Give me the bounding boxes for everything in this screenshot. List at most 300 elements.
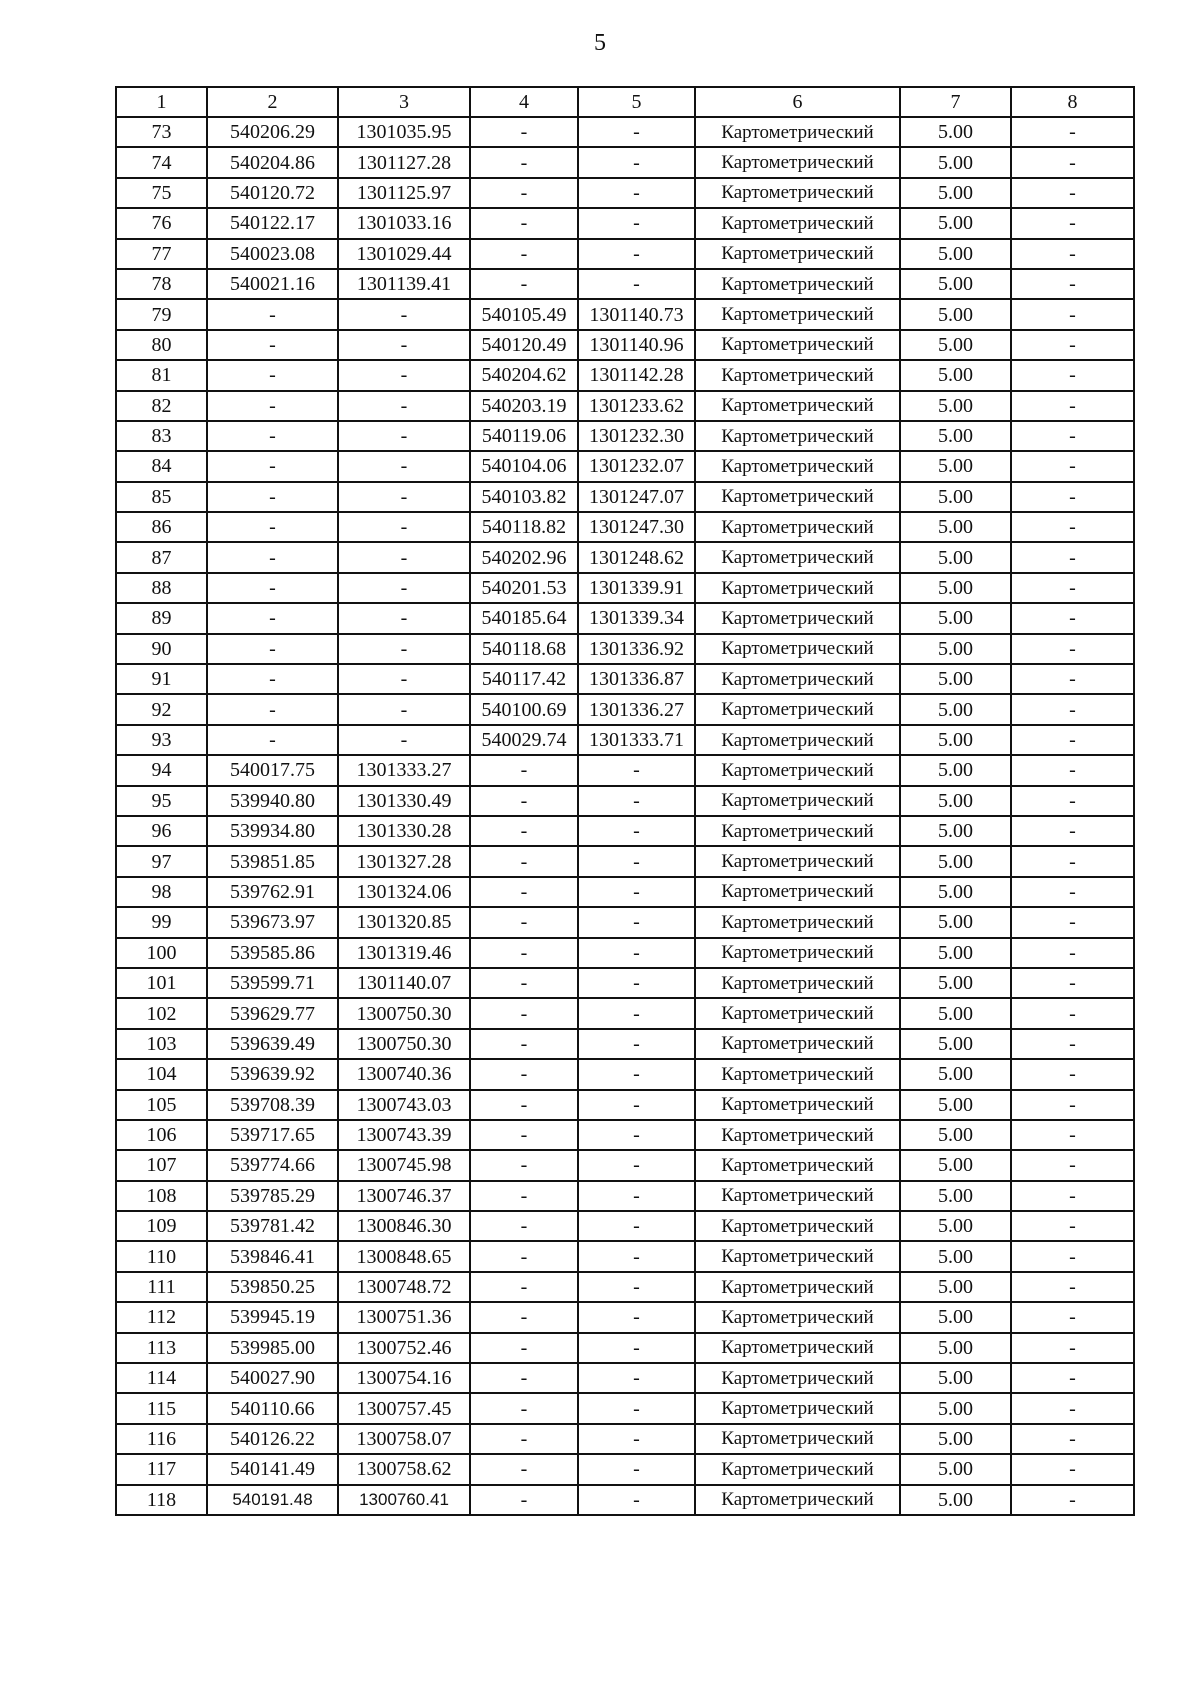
note-cell: -: [1011, 786, 1134, 816]
x-coordinate-cell: -: [207, 664, 338, 694]
note-cell: -: [1011, 1333, 1134, 1363]
y-coordinate-cell: 1301033.16: [338, 208, 470, 238]
note-cell: -: [1011, 573, 1134, 603]
method-cell: Картометрический: [695, 1302, 900, 1332]
note-cell: -: [1011, 239, 1134, 269]
y-coordinate-cell: -: [338, 360, 470, 390]
note-cell: -: [1011, 1302, 1134, 1332]
x-coordinate-cell: -: [207, 542, 338, 572]
note-cell: -: [1011, 542, 1134, 572]
table-row: [116, 117, 1134, 147]
y-coordinate-cell: -: [338, 482, 470, 512]
note-cell: -: [1011, 208, 1134, 238]
y-coordinate-cell: 1300746.37: [338, 1181, 470, 1211]
accuracy-cell: 5.00: [900, 542, 1011, 572]
point-number-cell: 75: [116, 178, 207, 208]
point-number-cell: 111: [116, 1272, 207, 1302]
y-coordinate-new-cell: 1301232.30: [578, 421, 695, 451]
x-coordinate-new-cell: -: [470, 846, 578, 876]
accuracy-cell: 5.00: [900, 1272, 1011, 1302]
note-cell: -: [1011, 1211, 1134, 1241]
method-cell: Картометрический: [695, 1150, 900, 1180]
method-cell: Картометрический: [695, 1211, 900, 1241]
note-cell: -: [1011, 1424, 1134, 1454]
table-row: [116, 1181, 1134, 1211]
accuracy-cell: 5.00: [900, 1363, 1011, 1393]
accuracy-cell: 5.00: [900, 421, 1011, 451]
method-cell: Картометрический: [695, 421, 900, 451]
accuracy-cell: 5.00: [900, 816, 1011, 846]
accuracy-cell: 5.00: [900, 968, 1011, 998]
column-header: 2: [207, 87, 338, 117]
accuracy-cell: 5.00: [900, 1302, 1011, 1332]
note-cell: -: [1011, 968, 1134, 998]
method-cell: Картометрический: [695, 360, 900, 390]
x-coordinate-new-cell: -: [470, 1454, 578, 1484]
point-number-cell: 77: [116, 239, 207, 269]
accuracy-cell: 5.00: [900, 725, 1011, 755]
y-coordinate-new-cell: -: [578, 755, 695, 785]
table-row: [116, 1454, 1134, 1484]
x-coordinate-cell: 539585.86: [207, 938, 338, 968]
y-coordinate-cell: -: [338, 664, 470, 694]
y-coordinate-new-cell: 1301247.07: [578, 482, 695, 512]
x-coordinate-new-cell: -: [470, 239, 578, 269]
x-coordinate-new-cell: -: [470, 968, 578, 998]
x-coordinate-cell: 540023.08: [207, 239, 338, 269]
method-cell: Картометрический: [695, 1333, 900, 1363]
table-row: [116, 998, 1134, 1028]
table-row: [116, 1029, 1134, 1059]
point-number-cell: 117: [116, 1454, 207, 1484]
accuracy-cell: 5.00: [900, 299, 1011, 329]
y-coordinate-new-cell: -: [578, 1485, 695, 1515]
note-cell: -: [1011, 1241, 1134, 1271]
x-coordinate-cell: -: [207, 634, 338, 664]
x-coordinate-new-cell: 540204.62: [470, 360, 578, 390]
table-row: [116, 1363, 1134, 1393]
note-cell: -: [1011, 816, 1134, 846]
x-coordinate-cell: 540126.22: [207, 1424, 338, 1454]
method-cell: Картометрический: [695, 1181, 900, 1211]
method-cell: Картометрический: [695, 482, 900, 512]
y-coordinate-cell: -: [338, 299, 470, 329]
table-row: [116, 1485, 1134, 1515]
accuracy-cell: 5.00: [900, 1241, 1011, 1271]
x-coordinate-new-cell: -: [470, 269, 578, 299]
note-cell: -: [1011, 1090, 1134, 1120]
x-coordinate-new-cell: 540117.42: [470, 664, 578, 694]
y-coordinate-new-cell: -: [578, 1424, 695, 1454]
y-coordinate-new-cell: 1301247.30: [578, 512, 695, 542]
note-cell: -: [1011, 147, 1134, 177]
x-coordinate-cell: 540191.48: [207, 1485, 338, 1515]
point-number-cell: 108: [116, 1181, 207, 1211]
y-coordinate-new-cell: 1301233.62: [578, 391, 695, 421]
note-cell: -: [1011, 482, 1134, 512]
point-number-cell: 85: [116, 482, 207, 512]
accuracy-cell: 5.00: [900, 846, 1011, 876]
y-coordinate-cell: -: [338, 451, 470, 481]
method-cell: Картометрический: [695, 603, 900, 633]
y-coordinate-new-cell: -: [578, 907, 695, 937]
y-coordinate-cell: -: [338, 603, 470, 633]
point-number-cell: 113: [116, 1333, 207, 1363]
table-row: [116, 178, 1134, 208]
coordinates-table: [115, 86, 1135, 1516]
x-coordinate-new-cell: 540029.74: [470, 725, 578, 755]
y-coordinate-new-cell: -: [578, 1241, 695, 1271]
x-coordinate-new-cell: -: [470, 877, 578, 907]
table-row: [116, 1333, 1134, 1363]
point-number-cell: 92: [116, 694, 207, 724]
page-number: 5: [594, 30, 606, 56]
point-number-cell: 82: [116, 391, 207, 421]
y-coordinate-new-cell: -: [578, 1090, 695, 1120]
method-cell: Картометрический: [695, 117, 900, 147]
accuracy-cell: 5.00: [900, 634, 1011, 664]
accuracy-cell: 5.00: [900, 1120, 1011, 1150]
note-cell: -: [1011, 178, 1134, 208]
y-coordinate-new-cell: 1301333.71: [578, 725, 695, 755]
point-number-cell: 114: [116, 1363, 207, 1393]
y-coordinate-new-cell: 1301140.73: [578, 299, 695, 329]
column-header: 8: [1011, 87, 1134, 117]
table-row: [116, 451, 1134, 481]
y-coordinate-new-cell: -: [578, 147, 695, 177]
point-number-cell: 102: [116, 998, 207, 1028]
point-number-cell: 104: [116, 1059, 207, 1089]
method-cell: Картометрический: [695, 1485, 900, 1515]
table-row: [116, 664, 1134, 694]
x-coordinate-new-cell: -: [470, 816, 578, 846]
y-coordinate-cell: 1300754.16: [338, 1363, 470, 1393]
y-coordinate-cell: 1300743.03: [338, 1090, 470, 1120]
table-row: [116, 846, 1134, 876]
x-coordinate-cell: 539940.80: [207, 786, 338, 816]
y-coordinate-new-cell: 1301140.96: [578, 330, 695, 360]
note-cell: -: [1011, 1181, 1134, 1211]
method-cell: Картометрический: [695, 1241, 900, 1271]
y-coordinate-new-cell: -: [578, 1333, 695, 1363]
x-coordinate-cell: -: [207, 421, 338, 451]
accuracy-cell: 5.00: [900, 482, 1011, 512]
accuracy-cell: 5.00: [900, 877, 1011, 907]
note-cell: -: [1011, 1485, 1134, 1515]
method-cell: Картометрический: [695, 1272, 900, 1302]
table-row: [116, 208, 1134, 238]
method-cell: Картометрический: [695, 1424, 900, 1454]
point-number-cell: 74: [116, 147, 207, 177]
method-cell: Картометрический: [695, 542, 900, 572]
y-coordinate-new-cell: -: [578, 998, 695, 1028]
point-number-cell: 97: [116, 846, 207, 876]
point-number-cell: 94: [116, 755, 207, 785]
y-coordinate-cell: -: [338, 330, 470, 360]
y-coordinate-new-cell: -: [578, 1272, 695, 1302]
x-coordinate-new-cell: 540185.64: [470, 603, 578, 633]
y-coordinate-new-cell: -: [578, 1150, 695, 1180]
method-cell: Картометрический: [695, 968, 900, 998]
x-coordinate-cell: -: [207, 725, 338, 755]
y-coordinate-new-cell: -: [578, 117, 695, 147]
y-coordinate-new-cell: 1301336.27: [578, 694, 695, 724]
point-number-cell: 93: [116, 725, 207, 755]
point-number-cell: 95: [116, 786, 207, 816]
accuracy-cell: 5.00: [900, 573, 1011, 603]
x-coordinate-new-cell: 540203.19: [470, 391, 578, 421]
method-cell: Картометрический: [695, 786, 900, 816]
point-number-cell: 98: [116, 877, 207, 907]
accuracy-cell: 5.00: [900, 269, 1011, 299]
y-coordinate-new-cell: -: [578, 208, 695, 238]
accuracy-cell: 5.00: [900, 330, 1011, 360]
x-coordinate-cell: -: [207, 330, 338, 360]
table-row: [116, 269, 1134, 299]
table-row: [116, 239, 1134, 269]
point-number-cell: 89: [116, 603, 207, 633]
accuracy-cell: 5.00: [900, 239, 1011, 269]
table-row: [116, 907, 1134, 937]
method-cell: Картометрический: [695, 1454, 900, 1484]
x-coordinate-new-cell: -: [470, 1485, 578, 1515]
accuracy-cell: 5.00: [900, 391, 1011, 421]
accuracy-cell: 5.00: [900, 755, 1011, 785]
x-coordinate-new-cell: -: [470, 998, 578, 1028]
y-coordinate-cell: 1301125.97: [338, 178, 470, 208]
point-number-cell: 91: [116, 664, 207, 694]
y-coordinate-cell: 1301035.95: [338, 117, 470, 147]
y-coordinate-cell: 1300740.36: [338, 1059, 470, 1089]
x-coordinate-new-cell: -: [470, 1272, 578, 1302]
table-row: [116, 1302, 1134, 1332]
x-coordinate-cell: 539851.85: [207, 846, 338, 876]
y-coordinate-new-cell: -: [578, 1059, 695, 1089]
point-number-cell: 73: [116, 117, 207, 147]
x-coordinate-new-cell: 540104.06: [470, 451, 578, 481]
x-coordinate-new-cell: -: [470, 1241, 578, 1271]
table-row: [116, 1211, 1134, 1241]
y-coordinate-cell: 1300748.72: [338, 1272, 470, 1302]
note-cell: -: [1011, 1272, 1134, 1302]
x-coordinate-new-cell: -: [470, 1424, 578, 1454]
table-row: [116, 1393, 1134, 1423]
point-number-cell: 90: [116, 634, 207, 664]
method-cell: Картометрический: [695, 1029, 900, 1059]
x-coordinate-new-cell: -: [470, 178, 578, 208]
accuracy-cell: 5.00: [900, 1454, 1011, 1484]
y-coordinate-cell: 1301330.49: [338, 786, 470, 816]
method-cell: Картометрический: [695, 147, 900, 177]
note-cell: -: [1011, 694, 1134, 724]
accuracy-cell: 5.00: [900, 1059, 1011, 1089]
x-coordinate-new-cell: 540100.69: [470, 694, 578, 724]
method-cell: Картометрический: [695, 1363, 900, 1393]
method-cell: Картометрический: [695, 877, 900, 907]
y-coordinate-new-cell: 1301339.34: [578, 603, 695, 633]
y-coordinate-new-cell: -: [578, 178, 695, 208]
note-cell: -: [1011, 1454, 1134, 1484]
method-cell: Картометрический: [695, 239, 900, 269]
table-row: [116, 1090, 1134, 1120]
point-number-cell: 76: [116, 208, 207, 238]
x-coordinate-cell: 539629.77: [207, 998, 338, 1028]
y-coordinate-cell: 1301319.46: [338, 938, 470, 968]
point-number-cell: 88: [116, 573, 207, 603]
method-cell: Картометрический: [695, 178, 900, 208]
method-cell: Картометрический: [695, 391, 900, 421]
x-coordinate-new-cell: -: [470, 755, 578, 785]
note-cell: -: [1011, 451, 1134, 481]
note-cell: -: [1011, 360, 1134, 390]
y-coordinate-cell: 1300750.30: [338, 1029, 470, 1059]
point-number-cell: 81: [116, 360, 207, 390]
y-coordinate-cell: 1301320.85: [338, 907, 470, 937]
accuracy-cell: 5.00: [900, 451, 1011, 481]
x-coordinate-new-cell: -: [470, 1211, 578, 1241]
x-coordinate-cell: 539781.42: [207, 1211, 338, 1241]
note-cell: -: [1011, 998, 1134, 1028]
table-row: [116, 1241, 1134, 1271]
accuracy-cell: 5.00: [900, 117, 1011, 147]
note-cell: -: [1011, 117, 1134, 147]
table-row: [116, 1150, 1134, 1180]
point-number-cell: 87: [116, 542, 207, 572]
column-header: 5: [578, 87, 695, 117]
method-cell: Картометрический: [695, 907, 900, 937]
y-coordinate-cell: 1300745.98: [338, 1150, 470, 1180]
method-cell: Картометрический: [695, 1059, 900, 1089]
y-coordinate-new-cell: -: [578, 1211, 695, 1241]
x-coordinate-new-cell: 540118.68: [470, 634, 578, 664]
x-coordinate-new-cell: -: [470, 1393, 578, 1423]
method-cell: Картометрический: [695, 269, 900, 299]
x-coordinate-new-cell: -: [470, 786, 578, 816]
accuracy-cell: 5.00: [900, 1424, 1011, 1454]
note-cell: -: [1011, 421, 1134, 451]
method-cell: Картометрический: [695, 664, 900, 694]
y-coordinate-cell: 1300848.65: [338, 1241, 470, 1271]
y-coordinate-cell: 1300758.62: [338, 1454, 470, 1484]
point-number-cell: 106: [116, 1120, 207, 1150]
point-number-cell: 109: [116, 1211, 207, 1241]
x-coordinate-cell: -: [207, 603, 338, 633]
y-coordinate-cell: -: [338, 573, 470, 603]
column-header: 6: [695, 87, 900, 117]
point-number-cell: 86: [116, 512, 207, 542]
method-cell: Картометрический: [695, 330, 900, 360]
y-coordinate-cell: 1300760.41: [338, 1485, 470, 1515]
x-coordinate-new-cell: -: [470, 907, 578, 937]
x-coordinate-cell: 540110.66: [207, 1393, 338, 1423]
x-coordinate-new-cell: 540202.96: [470, 542, 578, 572]
point-number-cell: 84: [116, 451, 207, 481]
note-cell: -: [1011, 938, 1134, 968]
note-cell: -: [1011, 603, 1134, 633]
note-cell: -: [1011, 1120, 1134, 1150]
x-coordinate-cell: 539639.92: [207, 1059, 338, 1089]
y-coordinate-new-cell: -: [578, 1029, 695, 1059]
y-coordinate-new-cell: 1301142.28: [578, 360, 695, 390]
x-coordinate-cell: 540021.16: [207, 269, 338, 299]
x-coordinate-new-cell: -: [470, 1059, 578, 1089]
table-header-row: [116, 87, 1134, 117]
method-cell: Картометрический: [695, 938, 900, 968]
x-coordinate-new-cell: -: [470, 117, 578, 147]
x-coordinate-cell: 539985.00: [207, 1333, 338, 1363]
y-coordinate-new-cell: -: [578, 938, 695, 968]
table-row: [116, 330, 1134, 360]
accuracy-cell: 5.00: [900, 786, 1011, 816]
table-row: [116, 603, 1134, 633]
method-cell: Картометрический: [695, 1393, 900, 1423]
table-row: [116, 786, 1134, 816]
x-coordinate-cell: -: [207, 482, 338, 512]
y-coordinate-cell: 1300750.30: [338, 998, 470, 1028]
x-coordinate-new-cell: -: [470, 1090, 578, 1120]
x-coordinate-new-cell: -: [470, 1363, 578, 1393]
table-row: [116, 968, 1134, 998]
accuracy-cell: 5.00: [900, 998, 1011, 1028]
accuracy-cell: 5.00: [900, 1029, 1011, 1059]
table-row: [116, 725, 1134, 755]
table-row: [116, 694, 1134, 724]
point-number-cell: 115: [116, 1393, 207, 1423]
x-coordinate-cell: 540122.17: [207, 208, 338, 238]
y-coordinate-new-cell: -: [578, 1454, 695, 1484]
note-cell: -: [1011, 755, 1134, 785]
table-body: [116, 117, 1134, 1515]
accuracy-cell: 5.00: [900, 907, 1011, 937]
method-cell: Картометрический: [695, 816, 900, 846]
accuracy-cell: 5.00: [900, 938, 1011, 968]
accuracy-cell: 5.00: [900, 208, 1011, 238]
y-coordinate-cell: 1301140.07: [338, 968, 470, 998]
table-row: [116, 391, 1134, 421]
accuracy-cell: 5.00: [900, 603, 1011, 633]
x-coordinate-cell: -: [207, 299, 338, 329]
x-coordinate-cell: 539599.71: [207, 968, 338, 998]
y-coordinate-cell: 1301330.28: [338, 816, 470, 846]
y-coordinate-cell: -: [338, 725, 470, 755]
note-cell: -: [1011, 846, 1134, 876]
accuracy-cell: 5.00: [900, 1485, 1011, 1515]
x-coordinate-new-cell: -: [470, 938, 578, 968]
y-coordinate-cell: 1301029.44: [338, 239, 470, 269]
method-cell: Картометрический: [695, 634, 900, 664]
y-coordinate-cell: -: [338, 694, 470, 724]
y-coordinate-cell: 1300743.39: [338, 1120, 470, 1150]
table-row: [116, 938, 1134, 968]
y-coordinate-new-cell: 1301339.91: [578, 573, 695, 603]
x-coordinate-new-cell: -: [470, 147, 578, 177]
table-row: [116, 816, 1134, 846]
table-row: [116, 542, 1134, 572]
method-cell: Картометрический: [695, 208, 900, 238]
y-coordinate-new-cell: -: [578, 239, 695, 269]
note-cell: -: [1011, 664, 1134, 694]
note-cell: -: [1011, 512, 1134, 542]
y-coordinate-new-cell: -: [578, 816, 695, 846]
y-coordinate-cell: 1301139.41: [338, 269, 470, 299]
point-number-cell: 100: [116, 938, 207, 968]
x-coordinate-cell: 539850.25: [207, 1272, 338, 1302]
table-row: [116, 421, 1134, 451]
point-number-cell: 83: [116, 421, 207, 451]
method-cell: Картометрический: [695, 694, 900, 724]
method-cell: Картометрический: [695, 725, 900, 755]
method-cell: Картометрический: [695, 755, 900, 785]
